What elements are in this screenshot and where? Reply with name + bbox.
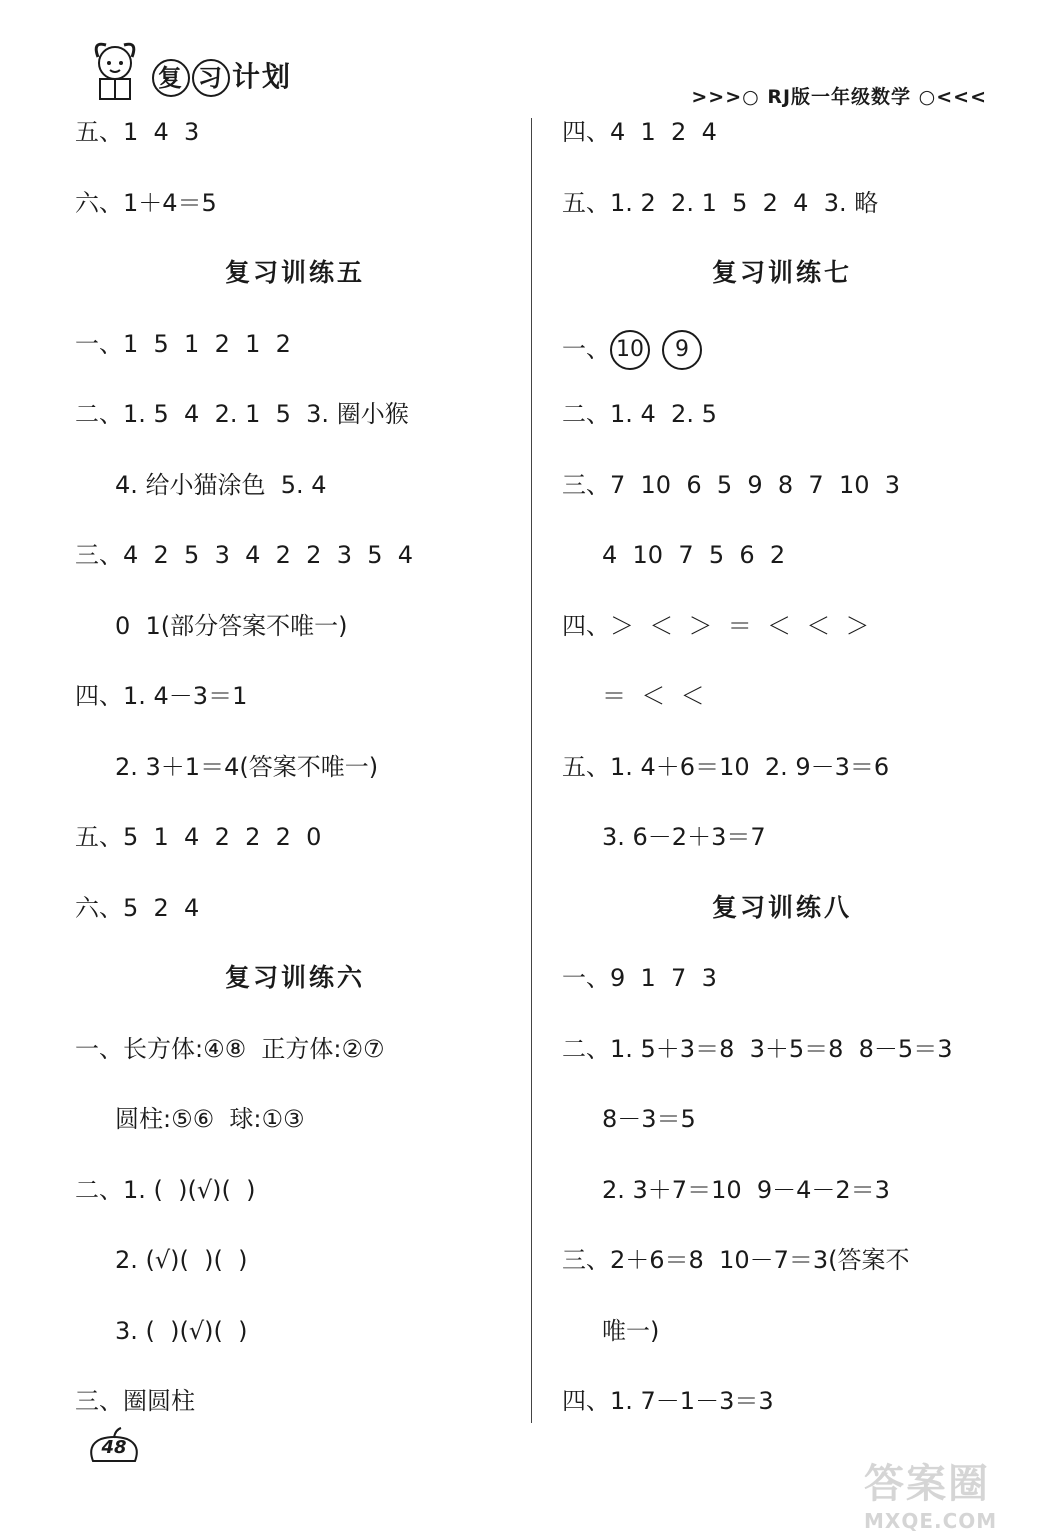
- page-number-badge: [85, 1425, 143, 1465]
- answer-line: 四、＞ ＜ ＞ ＝ ＜ ＜ ＞: [562, 611, 870, 640]
- section-title: 复习训练八: [711, 892, 852, 922]
- series-logo: [152, 55, 292, 97]
- answer-line: 四、1. 7－1－3＝3: [562, 1387, 774, 1415]
- page-header: [0, 0, 1042, 110]
- answer-line: 六、1＋4＝5: [75, 188, 217, 217]
- answer-line: 三、2＋6＝8 10－7＝3(答案不: [562, 1246, 910, 1274]
- section-title: 复习训练五: [224, 258, 365, 287]
- answer-line: 2. 3＋1＝4(答案不唯一): [115, 752, 379, 781]
- answer-line: 二、1. 5＋3＝8 3＋5＝8 8－5＝3: [562, 1034, 953, 1063]
- page-number: 48: [101, 1437, 127, 1458]
- answer-line-circled: [562, 330, 1002, 401]
- answer-line: 五、1. 2 2. 1 5 2 4 3. 略: [562, 188, 879, 217]
- answer-line: 3. ( )(√)( ): [115, 1316, 248, 1345]
- edition-label: >>>○ RJ版一年级数学 ○<<<: [691, 86, 987, 108]
- circled-number: 9: [662, 330, 702, 370]
- answer-line: 二、1. 5 4 2. 1 5 3. 圈小猴: [75, 400, 409, 428]
- answer-line: ＝ ＜ ＜: [602, 682, 705, 710]
- answer-line: 五、5 1 4 2 2 2 0: [75, 823, 322, 851]
- answer-line: 4 10 7 5 6 2: [602, 541, 786, 569]
- answer-line: 四、1. 4－3＝1: [75, 682, 248, 710]
- answer-line: 五、1 4 3: [75, 118, 200, 146]
- logo-char-2: 习: [192, 59, 230, 97]
- answer-line: 圆柱:⑤⑥ 球:①③: [115, 1105, 305, 1133]
- answer-line: 2. 3＋7＝10 9－4－2＝3: [602, 1175, 890, 1204]
- column-divider: [531, 118, 532, 1423]
- answer-line: 一、1 5 1 2 1 2: [75, 329, 291, 358]
- answer-line: 3. 6－2＋3＝7: [602, 823, 766, 851]
- watermark-main: 答案圈: [864, 1461, 990, 1507]
- answer-line: 唯一): [602, 1316, 660, 1345]
- answer-line: 四、4 1 2 4: [562, 118, 717, 146]
- section-title: 复习训练六: [224, 963, 365, 992]
- answer-line: 五、1. 4＋6＝10 2. 9－3＝6: [562, 752, 890, 781]
- answer-line: 三、4 2 5 3 4 2 2 3 5 4: [75, 541, 414, 569]
- answer-line: 一、9 1 7 3: [562, 964, 717, 992]
- answer-line: 六、5 2 4: [75, 893, 200, 922]
- answer-prefix: 一、: [562, 334, 610, 363]
- watermark-url: MXQE.COM: [864, 1509, 998, 1533]
- answer-line: 8－3＝5: [602, 1105, 696, 1133]
- watermark: [864, 1452, 1024, 1533]
- answer-line: 0 1(部分答案不唯一): [115, 611, 348, 640]
- answer-line: 三、圈圆柱: [75, 1387, 195, 1415]
- answer-line: 4. 给小猫涂色 5. 4: [115, 470, 327, 499]
- answer-line: 二、1. ( )(√)( ): [75, 1175, 256, 1204]
- logo-char-1: 复: [152, 59, 190, 97]
- girl-mascot-icon: [80, 35, 150, 105]
- left-column: [75, 118, 515, 1458]
- right-column: [562, 118, 1002, 1458]
- section-title: 复习训练七: [711, 258, 852, 287]
- answer-line: 2. (√)( )( ): [115, 1246, 248, 1274]
- logo-text: 计划: [232, 60, 293, 93]
- answer-line: 三、7 10 6 5 9 8 7 10 3: [562, 470, 901, 499]
- circled-number: 10: [610, 330, 650, 370]
- answer-line: 一、长方体:④⑧ 正方体:②⑦: [75, 1034, 385, 1063]
- answer-line: 二、1. 4 2. 5: [562, 400, 717, 428]
